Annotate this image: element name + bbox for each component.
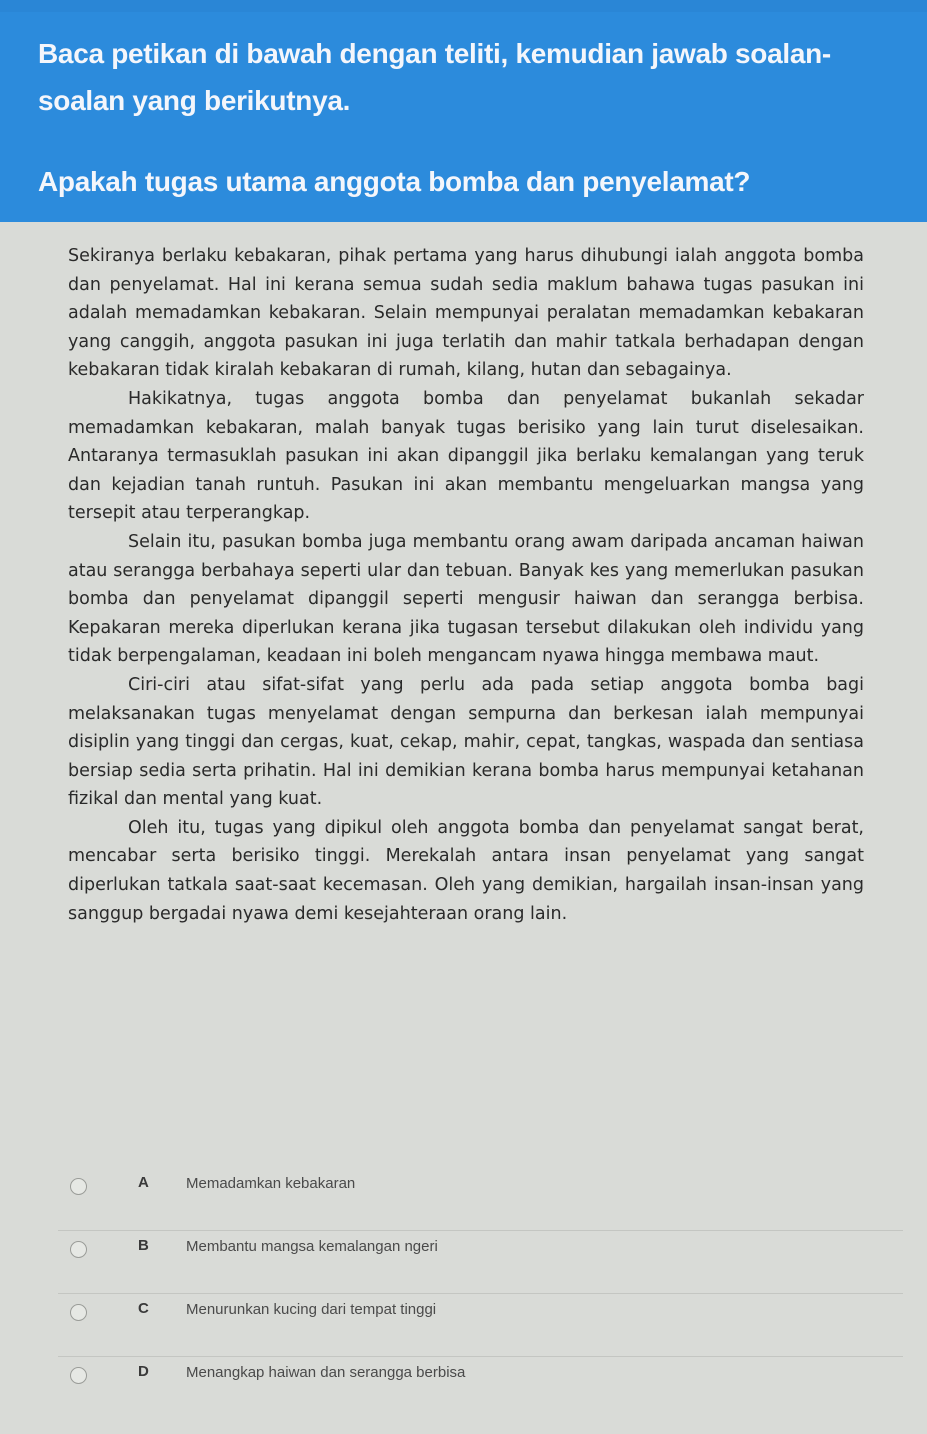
radio-button-icon[interactable]: [70, 1178, 87, 1195]
reading-passage: [68, 242, 864, 928]
option-letter: A: [138, 1174, 149, 1191]
option-letter: D: [138, 1363, 149, 1380]
header-top-strip: [0, 0, 927, 12]
radio-button-icon[interactable]: [70, 1304, 87, 1321]
option-c[interactable]: [58, 1294, 903, 1357]
option-text: Membantu mangsa kemalangan ngeri: [186, 1238, 438, 1255]
option-text: Memadamkan kebakaran: [186, 1175, 356, 1192]
passage-paragraph-5: Oleh itu, tugas yang dipikul oleh anggota bomba dan penyelamat sangat berat, mencabar serta berisiko tinggi. Merekalah antara insan penyelamat yang sangat diperlukan tatkala saat-saat kecemasan. Oleh yang demikian, hargailah insan-insan yang sanggup bergadai nyawa demi kesejahteraan orang lain.: [68, 817, 864, 924]
passage-paragraph-1: Sekiranya berlaku kebakaran, pihak pertama yang harus dihubungi ialah anggota bomba dan penyelamat. Hal ini kerana semua sudah sedia maklum bahawa tugas pasukan ini adalah memadamkan kebakaran. Selain mempunyai peralatan memadamkan kebakaran yang canggih, anggota pasukan ini juga terlatih dan mahir tatkala berhadapan dengan kebakaran tidak kiralah kebakaran di rumah, kilang, hutan dan sebagainya.: [68, 246, 864, 381]
option-letter: B: [138, 1237, 149, 1254]
radio-button-icon[interactable]: [70, 1241, 87, 1258]
option-letter: C: [138, 1300, 149, 1317]
option-a[interactable]: [58, 1168, 903, 1231]
radio-button-icon[interactable]: [70, 1367, 87, 1384]
passage-paragraph-3: Selain itu, pasukan bomba juga membantu orang awam daripada ancaman haiwan atau serangga berbahaya seperti ular dan tebuan. Banyak kes yang memerlukan pasukan bomba dan penyelamat dipanggil seperti mengusir haiwan dan serangga berbisa. Kepakaran mereka diperlukan kerana jika tugasan tersebut dilakukan oleh individu yang tidak berpengalaman, keadaan ini boleh mengancam nyawa hingga membawa maut.: [68, 531, 864, 667]
question-header: [0, 0, 927, 222]
option-b[interactable]: [58, 1231, 903, 1294]
option-d[interactable]: [58, 1357, 903, 1420]
passage-paragraph-2: Hakikatnya, tugas anggota bomba dan penyelamat bukanlah sekadar memadamkan kebakaran, malah banyak tugas berisiko yang lain turut diselesaikan. Antaranya termasuklah pasukan ini akan dipanggil jika berlaku kemalangan yang teruk dan kejadian tanah runtuh. Pasukan ini akan membantu mengeluarkan mangsa yang tersepit atau terperangkap.: [68, 388, 864, 524]
question-text: Apakah tugas utama anggota bomba dan penyelamat?: [38, 166, 751, 197]
option-text: Menurunkan kucing dari tempat tinggi: [186, 1301, 437, 1318]
option-text: Menangkap haiwan dan serangga berbisa: [186, 1364, 466, 1381]
passage-paragraph-4: Ciri-ciri atau sifat-sifat yang perlu ada pada setiap anggota bomba bagi melaksanakan tugas menyelamat dengan sempurna dan berkesan ialah mempunyai disiplin yang tinggi dan cergas, kuat, cekap, mahir, cepat, tangkas, waspada dan sentiasa bersiap sedia serta prihatin. Hal ini demikian kerana bomba harus mempunyai ketahanan fizikal dan mental yang kuat.: [68, 674, 864, 810]
instruction-text: Baca petikan di bawah dengan teliti, kemudian jawab soalan-soalan yang berikutnya.: [38, 38, 831, 116]
answer-options: [58, 1168, 903, 1420]
